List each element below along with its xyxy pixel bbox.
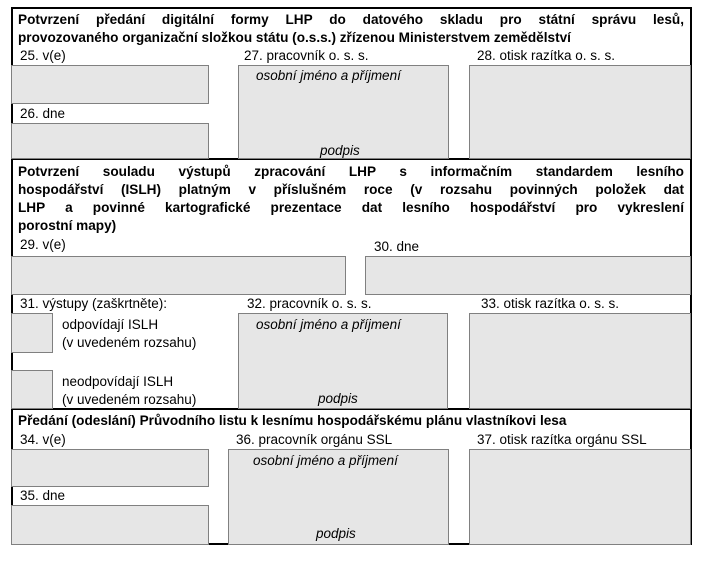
input-field-35-date[interactable] — [11, 505, 209, 545]
label-field-28: 28. otisk razítka o. s. s. — [477, 48, 616, 63]
checkbox-not-conforms-islh[interactable] — [11, 370, 53, 409]
label-field-31: 31. výstupy (zaškrtněte): — [20, 296, 168, 311]
label-field-33: 33. otisk razítka o. s. s. — [481, 296, 620, 311]
label-field-37: 37. otisk razítka orgánu SSL — [477, 432, 647, 447]
label-field-34: 34. v(e) — [20, 432, 66, 447]
input-field-34-place[interactable] — [11, 449, 209, 487]
section2-heading-line2: hospodářství (ISLH) platným v příslušném roce (v rozsahu povinných položek dat — [18, 182, 684, 197]
option-conforms-line2: (v uvedeném rozsahu) — [62, 335, 197, 350]
section3-heading: Předání (odeslání) Průvodního listu k lesnímu hospodářskému plánu vlastníkovi lesa — [18, 413, 567, 428]
input-field-37-stamp[interactable] — [469, 449, 691, 545]
input-field-26-date[interactable] — [11, 123, 209, 159]
hint-name-32: osobní jméno a příjmení — [256, 317, 401, 332]
option-not-conforms-line2: (v uvedeném rozsahu) — [62, 392, 197, 407]
hint-name-27: osobní jméno a příjmení — [256, 68, 401, 83]
hint-signature-32: podpis — [318, 391, 358, 406]
input-field-28-stamp[interactable] — [469, 65, 691, 159]
option-not-conforms-line1: neodpovídají ISLH — [62, 374, 174, 389]
input-field-25-place[interactable] — [11, 65, 209, 104]
section2-heading-line4: porostní mapy) — [18, 218, 117, 233]
hint-signature-27: podpis — [320, 143, 360, 158]
label-field-35: 35. dne — [20, 488, 66, 503]
input-field-30-date[interactable] — [365, 256, 691, 295]
hint-name-36: osobní jméno a příjmení — [253, 453, 398, 468]
option-conforms-line1: odpovídají ISLH — [62, 317, 159, 332]
checkbox-conforms-islh[interactable] — [11, 313, 53, 353]
label-field-25: 25. v(e) — [20, 48, 66, 63]
label-field-32: 32. pracovník o. s. s. — [247, 296, 372, 311]
section1-heading-line1: Potvrzení předání digitální formy LHP do datového skladu pro státní správu lesů, — [18, 12, 684, 27]
label-field-27: 27. pracovník o. s. s. — [244, 48, 369, 63]
section1-heading-line2: provozovaného organizační složkou státu (o.s.s.) zřízenou Ministerstvem zemědělství — [18, 30, 571, 45]
input-field-29-place[interactable] — [11, 256, 346, 295]
section2-heading-line1: Potvrzení souladu výstupů zpracování LHP s informačním standardem lesního — [18, 164, 684, 179]
label-field-26: 26. dne — [20, 106, 66, 121]
input-field-33-stamp[interactable] — [469, 313, 691, 409]
section2-heading-line3: LHP a povinné kartografické prezentace dat lesního hospodářství pro vykreslení — [18, 200, 684, 215]
label-field-30: 30. dne — [374, 239, 420, 254]
hint-signature-36: podpis — [316, 526, 356, 541]
label-field-36: 36. pracovník orgánu SSL — [236, 432, 393, 447]
label-field-29: 29. v(e) — [20, 237, 66, 252]
